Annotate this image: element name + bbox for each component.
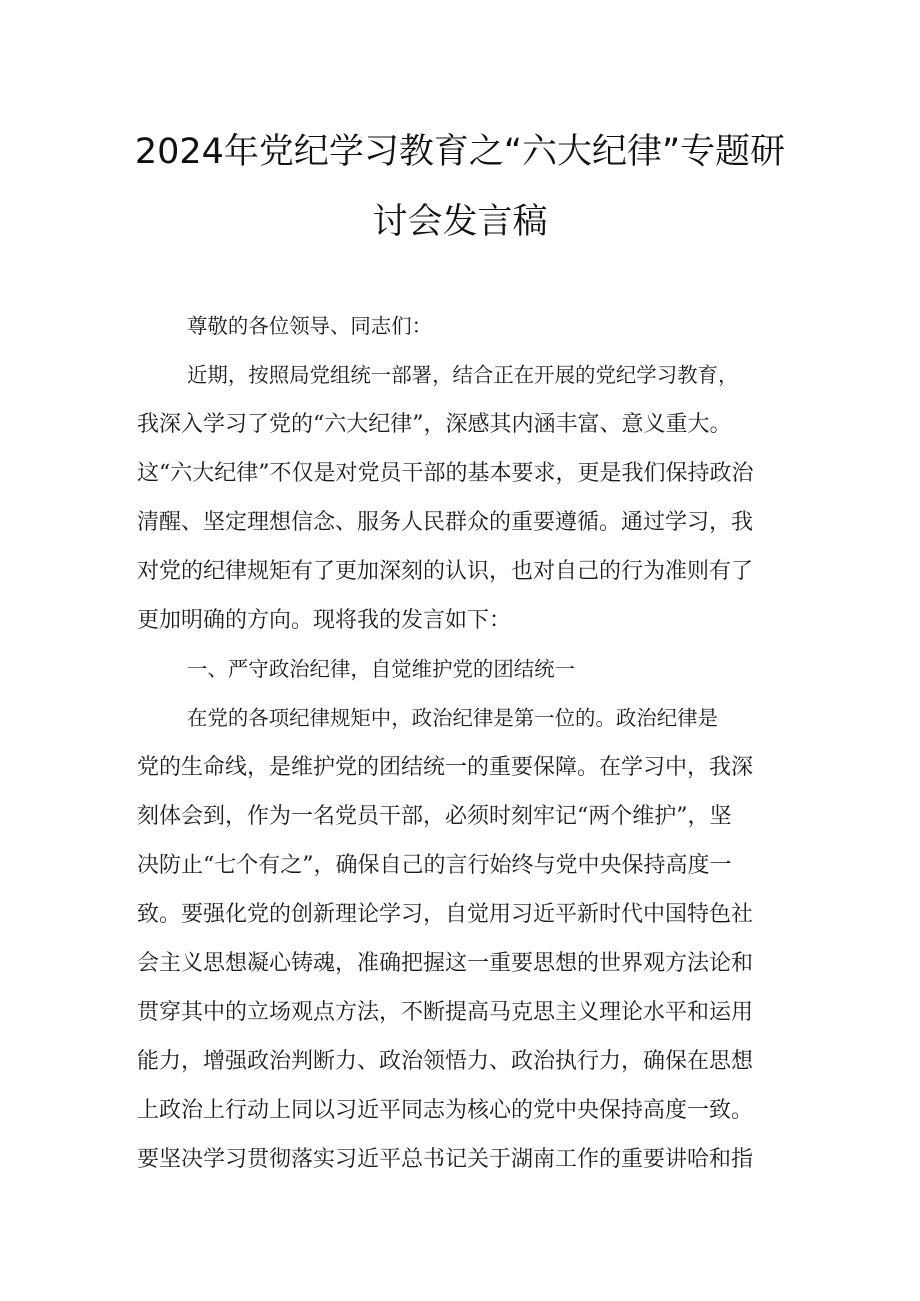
paragraph-line: 刻体会到，作为一名党员干部，必须时刻牢记“两个维护”，坚 [137, 804, 732, 829]
paragraph-line: 要坚决学习贯彻落实习近平总书记关于湖南工作的重要讲哈和指 [137, 1147, 754, 1172]
paragraph-line: 更加明确的方向。现将我的发言如下： [137, 608, 512, 633]
section-heading: 一、严守政治纪律，自觉维护党的团结统一 [187, 657, 576, 681]
paragraph-line: 我深入学习了党的“六大纪律”，深感其内涵丰富、意义重大。 [137, 412, 732, 437]
paragraph-line: 对党的纪律规矩有了更加深刻的认识，也对自己的行为准则有了 [137, 559, 754, 584]
paragraph-line: 会主义思想凝心铸魂，准确把握这一重要思想的世界观方法论和 [137, 951, 754, 976]
paragraph-line: 贯穿其中的立场观点方法，不断提高马克思主义理论水平和运用 [137, 1000, 754, 1025]
paragraph-line: 党的生命线，是维护党的团结统一的重要保障。在学习中，我深 [137, 755, 754, 780]
salutation: 尊敬的各位领导、同志们： [187, 314, 433, 338]
paragraph-line: 致。要强化党的创新理论学习，自觉用习近平新时代中国特色社 [137, 902, 754, 927]
paragraph-line: 这“六大纪律”不仅是对党员干部的基本要求，更是我们保持政治 [137, 461, 754, 486]
paragraph-line: 近期，按照局党组统一部署，结合正在开展的党纪学习教育， [187, 363, 739, 387]
paragraph-line: 决防止“七个有之”，确保自己的言行始终与党中央保持高度一 [137, 853, 732, 878]
paragraph-line: 能力，增强政治判断力、政治领悟力、政治执行力，确保在思想 [137, 1049, 754, 1074]
paragraph-line: 上政治上行动上同以习近平同志为核心的党中央保持高度一致。 [137, 1098, 754, 1123]
document-title-line-1: 2024年党纪学习教育之“六大纪律”专题研 [134, 132, 786, 172]
paragraph-line: 在党的各项纪律规矩中，政治纪律是第一位的。政治纪律是 [187, 706, 718, 730]
document-title-line-2: 讨会发言稿 [372, 202, 548, 242]
paragraph-line: 清醒、坚定理想信念、服务人民群众的重要遵循。通过学习，我 [137, 510, 754, 535]
